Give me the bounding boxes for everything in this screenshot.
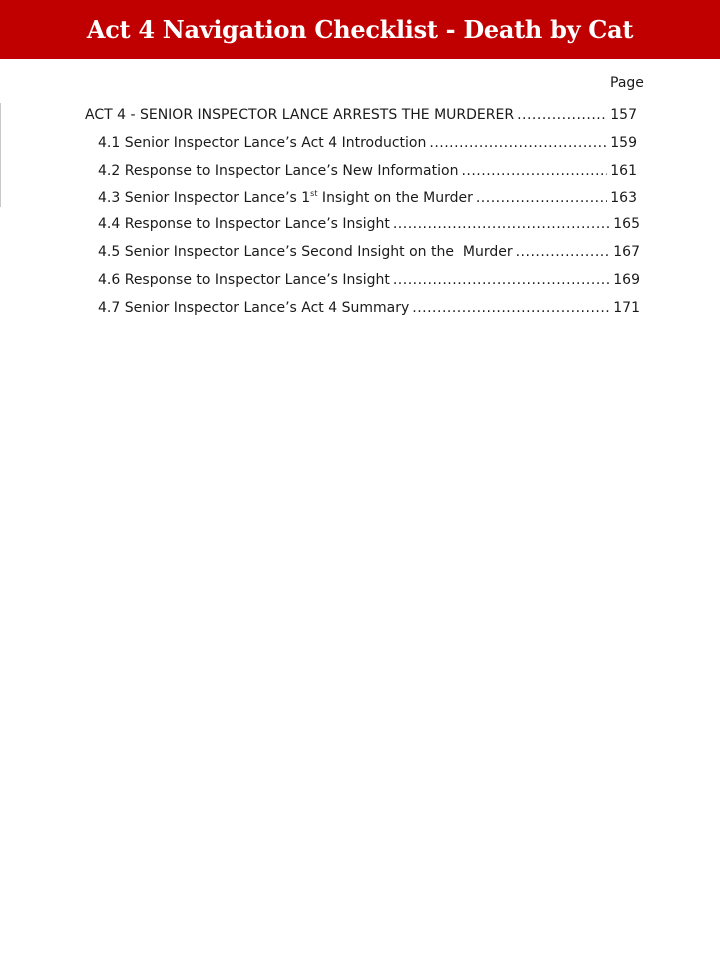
- toc-entry-label-after: Insight on the Murder: [317, 190, 473, 206]
- toc-entry-4-2[interactable]: [98, 161, 637, 181]
- toc-entry-page: 159: [610, 135, 637, 151]
- toc-entry-page: 165: [613, 216, 640, 232]
- page-column-label: Page: [610, 75, 644, 91]
- dot-leader: [429, 133, 607, 153]
- toc-entry-label: 4.1 Senior Inspector Lance’s Act 4 Introduction: [98, 135, 427, 151]
- toc-entry-act-4[interactable]: [85, 105, 637, 125]
- toc-entry-page: 157: [610, 107, 637, 123]
- header-bar: [0, 0, 720, 59]
- toc-entry-4-3[interactable]: [98, 188, 637, 208]
- toc-entry-label: [98, 188, 473, 208]
- dot-leader: [412, 298, 610, 318]
- toc-entry-4-7[interactable]: [98, 298, 640, 318]
- toc-entry-page: 161: [610, 163, 637, 179]
- dot-leader: [393, 214, 610, 234]
- toc-entry-label: 4.4 Response to Inspector Lance’s Insight: [98, 216, 390, 232]
- toc-entry-label: 4.2 Response to Inspector Lance’s New Information: [98, 163, 459, 179]
- toc-entry-label-before: 4.3 Senior Inspector Lance’s 1: [98, 190, 311, 206]
- dot-leader: [517, 105, 607, 125]
- toc-entry-label: 4.5 Senior Inspector Lance’s Second Insight on the Murder: [98, 244, 513, 260]
- toc-entry-4-4[interactable]: [98, 214, 640, 234]
- dot-leader: [393, 270, 610, 290]
- toc-entry-label: 4.6 Response to Inspector Lance’s Insight: [98, 272, 390, 288]
- toc-entry-page: 169: [613, 272, 640, 288]
- dot-leader: [476, 188, 607, 208]
- toc-entry-4-6[interactable]: [98, 270, 640, 290]
- toc-entry-label: 4.7 Senior Inspector Lance’s Act 4 Summary: [98, 300, 410, 316]
- toc-entry-4-1[interactable]: [98, 133, 637, 153]
- toc-entry-label: ACT 4 - SENIOR INSPECTOR LANCE ARRESTS THE MURDERER: [85, 107, 515, 123]
- dot-leader: [461, 161, 607, 181]
- left-margin-rule: [0, 103, 1, 207]
- page-title: Act 4 Navigation Checklist - Death by Cat: [86, 15, 634, 44]
- toc-entry-page: 163: [610, 190, 637, 206]
- toc-entry-page: 167: [613, 244, 640, 260]
- ordinal-suffix: st: [310, 189, 318, 198]
- toc-entry-4-5[interactable]: [98, 242, 640, 262]
- toc-entry-page: 171: [613, 300, 640, 316]
- dot-leader: [516, 242, 611, 262]
